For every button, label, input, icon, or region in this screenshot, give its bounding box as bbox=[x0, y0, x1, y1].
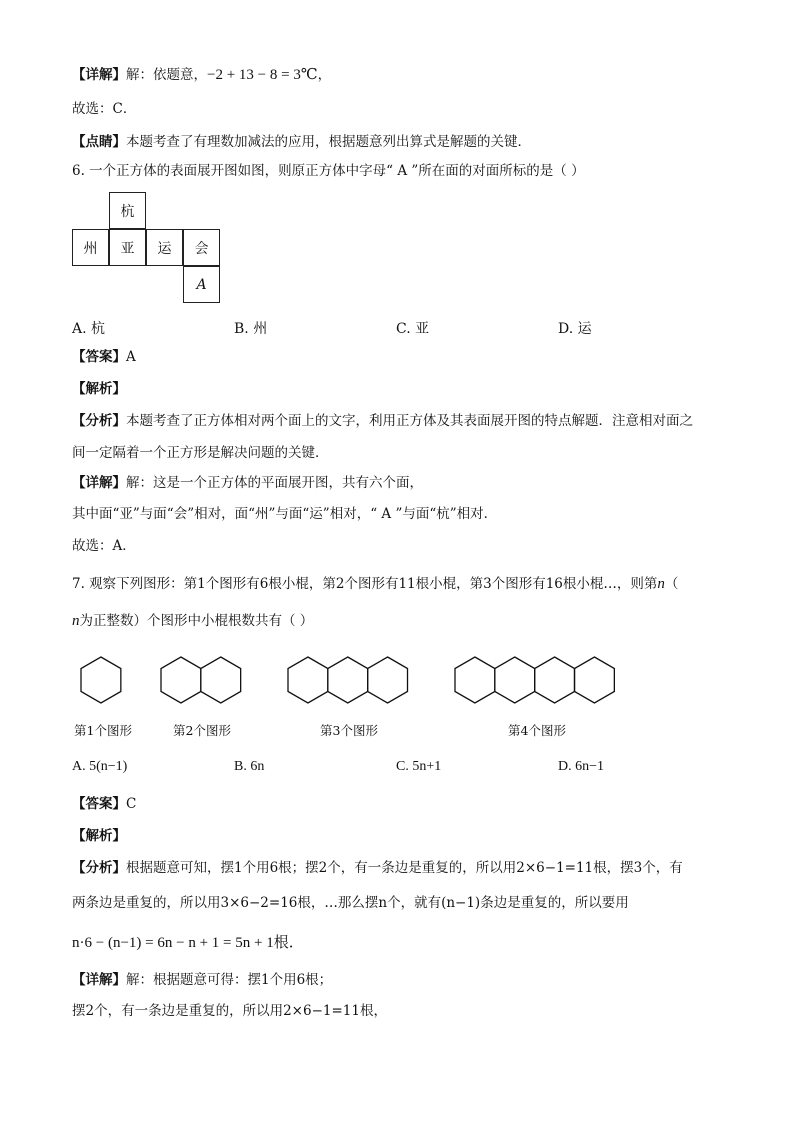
q7-option-a: A. 5(n−1) bbox=[72, 759, 128, 774]
cube-net-figure bbox=[72, 192, 224, 304]
fenxi-text-1: 本题考查了正方体相对两个面上的文字，利用正方体及其表面展开图的特点解题．注意相对面之 bbox=[126, 413, 693, 429]
q7-analysis-tag: 【解析】 bbox=[72, 828, 126, 844]
hexagon bbox=[368, 657, 408, 703]
q5-detail-line bbox=[72, 66, 331, 84]
figure-caption-2: 第2个图形 bbox=[173, 723, 231, 738]
q6-stem: 6. 一个正方体的表面展开图如图，则原正方体中字母“ A ”所在面的对面所标的是（ ） bbox=[72, 163, 585, 179]
stem-n: n bbox=[72, 613, 80, 629]
figure-caption-4: 第4个图形 bbox=[508, 723, 566, 738]
hexagon bbox=[455, 657, 495, 703]
q7-option-b: B. 6n bbox=[234, 759, 265, 774]
q7-fenxi-line-1 bbox=[72, 859, 683, 877]
detail-tag: 【详解】 bbox=[72, 972, 126, 988]
answer-tag: 【答案】 bbox=[72, 349, 126, 365]
net-cell-top: 杭 bbox=[109, 192, 146, 229]
q7-option-c: C. 5n+1 bbox=[396, 759, 442, 774]
q6-fenxi-line-1 bbox=[72, 412, 693, 430]
net-cell-row-4: 会 bbox=[183, 229, 220, 266]
hexagon bbox=[328, 657, 368, 703]
q7-fenxi-line-3: n·6 − (n−1) = 6n − n + 1 = 5n + 1根． bbox=[72, 935, 304, 951]
detail-text-1: 解：这是一个正方体的平面展开图，共有六个面， bbox=[126, 475, 423, 491]
hexagon-figure-4 bbox=[453, 650, 623, 710]
point-tag: 【点睛】 bbox=[72, 134, 126, 150]
q6-detail-line-2: 其中面“亚”与面“会”相对，面“州”与面“运”相对，“ A ”与面“杭”相对． bbox=[72, 506, 498, 522]
hexagon-figure-2 bbox=[159, 650, 245, 710]
detail-tag: 【详解】 bbox=[72, 475, 126, 491]
net-cell-bottom: A bbox=[183, 266, 220, 303]
q6-fenxi-line-2: 间一定隔着一个正方形是解决问题的关键． bbox=[72, 445, 329, 461]
q7-answer-line bbox=[72, 795, 136, 813]
q7-stem-line-1 bbox=[72, 575, 678, 593]
fenxi-tag: 【分析】 bbox=[72, 413, 126, 429]
q6-detail-line-1 bbox=[72, 474, 423, 492]
q5-point-line bbox=[72, 133, 531, 151]
q7-option-d: D. 6n−1 bbox=[558, 759, 605, 774]
stem-paren: （ bbox=[664, 576, 679, 592]
q6-option-c: C. 亚 bbox=[396, 321, 430, 337]
net-cell-row-3: 运 bbox=[146, 229, 183, 266]
hexagon bbox=[535, 657, 575, 703]
q7-stem-line-2 bbox=[72, 612, 313, 630]
figure-caption-3: 第3个图形 bbox=[320, 723, 378, 738]
detail-text-1: 解：根据题意可得：摆1个用6根； bbox=[126, 972, 333, 988]
q6-analysis-tag: 【解析】 bbox=[72, 381, 126, 397]
hexagon bbox=[81, 657, 121, 703]
stem-text: 7. 观察下列图形：第1个图形有6根小棍，第2个图形有11根小棍，第3个图形有16根小棍…，则第 bbox=[72, 576, 658, 592]
detail-end: ， bbox=[317, 67, 332, 83]
net-cell-row-1: 州 bbox=[72, 229, 109, 266]
q7-fenxi-line-2: 两条边是重复的，所以用3×6−2=16根，…那么摆n个，就有(n−1)条边是重复的，所以要用 bbox=[72, 895, 629, 911]
hexagon-figure-3 bbox=[286, 650, 414, 710]
hexagon bbox=[288, 657, 328, 703]
detail-text: 解：依题意， bbox=[126, 67, 207, 83]
figure-caption-1: 第1个图形 bbox=[74, 723, 132, 738]
stem-n: n bbox=[657, 576, 665, 592]
hexagon bbox=[575, 657, 615, 703]
hexagon bbox=[201, 657, 241, 703]
q5-choose: 故选：C． bbox=[72, 101, 137, 117]
q6-answer-line bbox=[72, 348, 136, 366]
fenxi-tag: 【分析】 bbox=[72, 860, 126, 876]
hexagon-figure-1 bbox=[79, 650, 127, 710]
q6-option-d: D. 运 bbox=[558, 321, 592, 337]
hexagon bbox=[161, 657, 201, 703]
answer-value: A bbox=[126, 349, 136, 365]
detail-tag: 【详解】 bbox=[72, 67, 126, 83]
net-cell-row-2: 亚 bbox=[109, 229, 146, 266]
q7-detail-line-2: 摆2个，有一条边是重复的，所以用2×6−1=11根， bbox=[72, 1003, 387, 1019]
answer-value: C bbox=[126, 796, 137, 812]
q6-choose: 故选：A． bbox=[72, 538, 136, 554]
q6-option-b: B. 州 bbox=[234, 321, 268, 337]
fenxi-text-1: 根据题意可知，摆1个用6根；摆2个，有一条边是重复的，所以用2×6−1=11根，摆3个，有 bbox=[126, 860, 683, 876]
q6-option-a: A. 杭 bbox=[72, 321, 106, 337]
detail-math: −2 + 13 − 8 = 3℃ bbox=[207, 67, 318, 83]
stem-text: 为正整数）个图形中小棍根数共有（ ） bbox=[79, 613, 314, 629]
q7-detail-line-1 bbox=[72, 971, 332, 989]
answer-tag: 【答案】 bbox=[72, 796, 126, 812]
hexagon bbox=[495, 657, 535, 703]
point-text: 本题考查了有理数加减法的应用，根据题意列出算式是解题的关键． bbox=[126, 134, 531, 150]
